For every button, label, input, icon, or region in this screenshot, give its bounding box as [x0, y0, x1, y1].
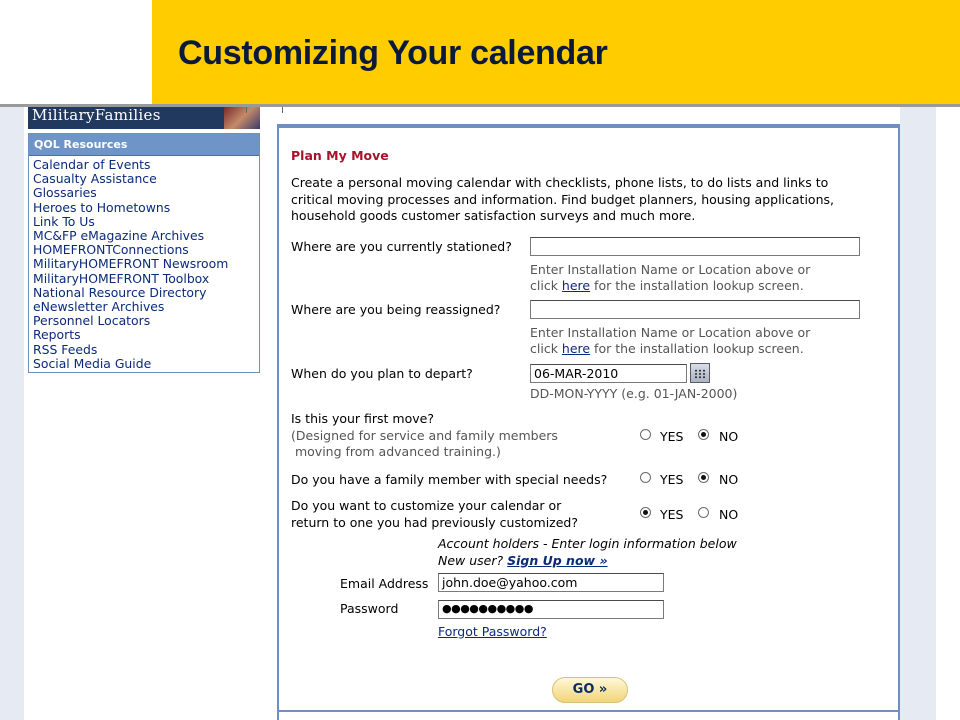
sidebar-heading: QOL Resources	[29, 134, 259, 156]
account-note: Account holders - Enter login information below	[438, 536, 737, 551]
help-text: click	[530, 341, 562, 356]
sidebar-link[interactable]: Heroes to Hometowns	[33, 199, 171, 215]
first-move-no-label: NO	[719, 429, 739, 444]
intro-line: critical moving processes and information. Find budget planners, housing applications,	[291, 191, 834, 207]
depart-label: When do you plan to depart?	[291, 366, 473, 381]
new-user-text: New user?	[438, 553, 508, 568]
reassigned-help-line	[530, 341, 804, 356]
special-needs-yes-radio[interactable]	[640, 472, 651, 483]
page-left-margin	[0, 107, 24, 720]
stationed-input[interactable]	[530, 237, 860, 256]
page-right-edge	[936, 107, 960, 720]
special-needs-no-label: NO	[719, 472, 739, 487]
customize-no-label: NO	[719, 507, 739, 522]
intro-line: Create a personal moving calendar with checklists, phone lists, to do lists and links to	[291, 175, 829, 190]
qol-resources-sidebar	[28, 133, 260, 373]
form-intro	[291, 175, 881, 225]
reassigned-help: Enter Installation Name or Location above or	[530, 325, 811, 340]
intro-line: household goods customer satisfaction surveys and much more.	[291, 208, 696, 223]
date-format-hint: DD-MON-YYYY (e.g. 01-JAN-2000)	[530, 386, 738, 401]
sidebar-link-list	[29, 156, 259, 371]
sidebar-link[interactable]: MilitaryHOMEFRONT Toolbox	[33, 270, 210, 286]
sidebar-link[interactable]: MilitaryHOMEFRONT Newsroom	[33, 256, 229, 272]
sidebar-link[interactable]: Social Media Guide	[33, 355, 152, 371]
stationed-label: Where are you currently stationed?	[291, 239, 512, 254]
customize-yes-label: YES	[660, 507, 684, 522]
customize-yes-radio[interactable]	[640, 507, 651, 518]
new-user-line	[438, 553, 608, 568]
installation-lookup-link[interactable]: here	[561, 278, 591, 293]
go-button[interactable]: GO »	[552, 677, 628, 703]
installation-lookup-link[interactable]: here	[561, 341, 591, 356]
customize-label: Do you want to customize your calendar or	[291, 498, 562, 513]
first-move-no-radio[interactable]	[698, 429, 709, 440]
sidebar-link[interactable]: Casualty Assistance	[33, 171, 157, 187]
slide-title-bar	[152, 0, 960, 104]
header-divider	[246, 107, 247, 113]
panel-bottom-rule	[279, 710, 898, 712]
sidebar-link[interactable]: Link To Us	[33, 213, 95, 229]
page-right-margin	[900, 107, 936, 720]
banner-photo	[224, 107, 260, 129]
forgot-password-link[interactable]: Forgot Password?	[438, 624, 547, 639]
first-move-yes-radio[interactable]	[640, 429, 651, 440]
sidebar-link[interactable]: Reports	[33, 327, 81, 343]
password-input[interactable]: ●●●●●●●●●●	[438, 600, 664, 619]
password-label: Password	[340, 601, 399, 616]
banner-logo-text: MilitaryFamilies	[32, 107, 161, 124]
panel-top-rule	[279, 126, 898, 128]
help-text: for the installation lookup screen.	[590, 278, 804, 293]
sidebar-link[interactable]: National Resource Directory	[33, 284, 207, 300]
sidebar-link[interactable]: Personnel Locators	[33, 313, 151, 329]
special-needs-yes-label: YES	[660, 472, 684, 487]
sidebar-link[interactable]: MC&FP eMagazine Archives	[33, 228, 205, 244]
sidebar-link[interactable]: eNewsletter Archives	[33, 299, 165, 315]
reassigned-input[interactable]	[530, 300, 860, 319]
slide-title: Customizing Your calendar	[178, 34, 608, 72]
website-screenshot	[0, 104, 960, 720]
special-needs-label: Do you have a family member with special needs?	[291, 472, 608, 487]
plan-my-move-panel	[277, 124, 900, 720]
header-divider	[282, 107, 283, 113]
sidebar-link[interactable]: Glossaries	[33, 185, 97, 201]
help-text: click	[530, 278, 562, 293]
form-title: Plan My Move	[291, 148, 389, 163]
first-move-label: Is this your first move?	[291, 411, 434, 426]
stationed-help: Enter Installation Name or Location above or	[530, 262, 811, 277]
email-label: Email Address	[340, 576, 429, 591]
help-text: for the installation lookup screen.	[590, 341, 804, 356]
reassigned-label: Where are you being reassigned?	[291, 302, 501, 317]
email-input[interactable]: john.doe@yahoo.com	[438, 573, 664, 592]
customize-label: return to one you had previously customized?	[291, 515, 578, 530]
sidebar-link[interactable]: HOMEFRONTConnections	[33, 242, 189, 258]
sidebar-link[interactable]: Calendar of Events	[33, 157, 151, 172]
calendar-icon[interactable]	[690, 363, 710, 383]
special-needs-no-radio[interactable]	[698, 472, 709, 483]
first-move-note: (Designed for service and family members	[291, 428, 558, 443]
stationed-help-line	[530, 278, 804, 293]
sign-up-link[interactable]: Sign Up now »	[507, 553, 608, 568]
first-move-note: moving from advanced training.)	[291, 444, 501, 459]
customize-no-radio[interactable]	[698, 507, 709, 518]
site-banner[interactable]	[28, 107, 260, 129]
first-move-yes-label: YES	[660, 429, 684, 444]
sidebar-link[interactable]: RSS Feeds	[33, 341, 98, 357]
depart-date-input[interactable]: 06-MAR-2010	[530, 364, 687, 383]
